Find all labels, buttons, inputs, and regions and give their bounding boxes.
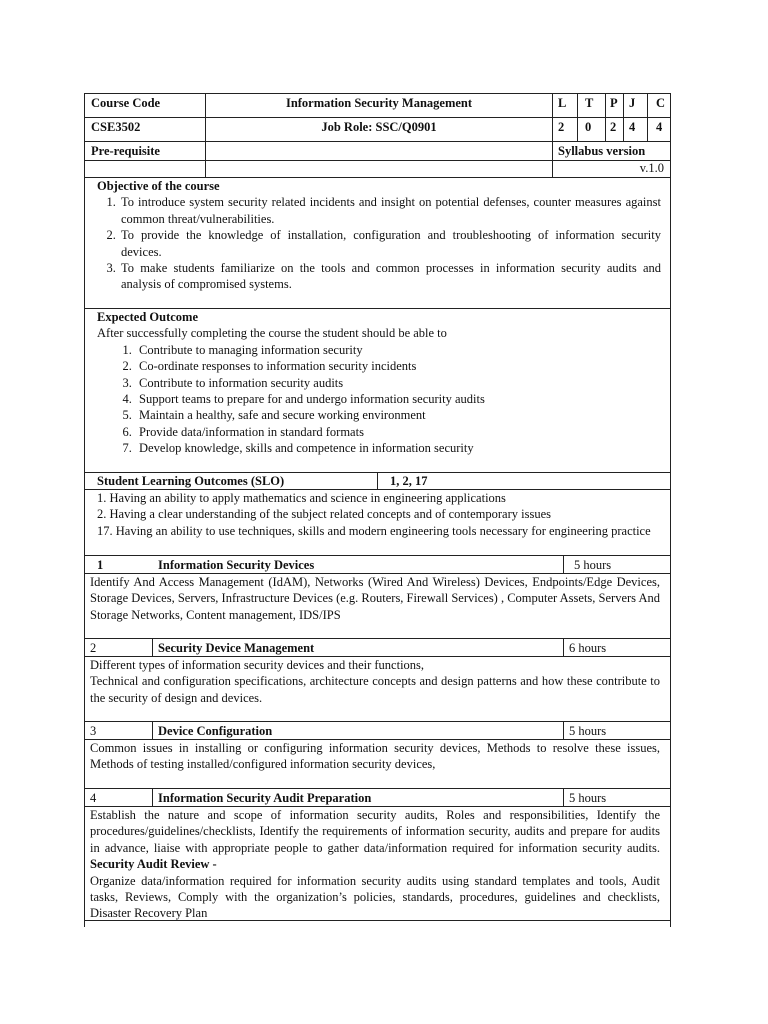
slo-list: [97, 490, 661, 539]
module-title: Information Security Devices: [158, 558, 315, 572]
slo-item: 1. Having an ability to apply mathematics and science in engineering applications: [97, 491, 506, 505]
module-number: 3: [90, 724, 97, 738]
module-hours: 5 hours: [569, 724, 607, 738]
outcome-list: [97, 342, 661, 457]
table-border: [84, 920, 671, 921]
table-border: [84, 141, 670, 142]
table-border: [563, 788, 564, 806]
slo-title: Student Learning Outcomes (SLO): [97, 474, 285, 488]
module-number: 4: [90, 791, 97, 805]
table-border: [670, 93, 671, 927]
module-content: [90, 807, 660, 922]
table-border: [605, 93, 606, 142]
prerequisite-label: Pre-requisite: [91, 144, 160, 158]
module-content-text: Organize data/information required for information security audits using standard templates and tools, Audit tasks, Reviews, Comply with the organization’s policies, standards, procedures, guidelines and checklists, Disaster Recovery Plan: [90, 873, 660, 921]
syllabus-version-label: Syllabus version: [558, 144, 646, 158]
table-border: [84, 93, 670, 94]
outcome-intro: After successfully completing the course the student should be able to: [97, 326, 447, 341]
outcome-item: 7. Develop knowledge, skills and competence in information security: [135, 440, 661, 456]
table-border: [623, 93, 624, 142]
ltpjc-value-j: 4: [629, 120, 636, 134]
ltpjc-label-p: P: [610, 96, 618, 110]
outcome-title: Expected Outcome: [97, 310, 199, 324]
section-divider: [84, 638, 670, 639]
outcome-item: 2. Co-ordinate responses to information security incidents: [135, 358, 661, 374]
module-content-text: Establish the nature and scope of information security audits, Roles and responsibilities, Identify the procedures/guidelines/checklists, Identify the requirements of information security, audits and prepare for audits in advance, liaise with appropriate people to gather data/information required for information security audits.: [90, 808, 660, 855]
ltpjc-value-c: 4: [656, 120, 663, 134]
objective-item: 3. To make students familiarize on the tools and common processes in information security audits and analysis of compromised systems.: [119, 260, 661, 293]
objective-list: [97, 194, 661, 292]
module-number: 2: [90, 641, 97, 655]
module-content: [90, 657, 660, 706]
section-divider: [84, 788, 670, 789]
course-code-label: Course Code: [91, 96, 161, 110]
table-border: [577, 93, 578, 142]
ltpjc-label-c: C: [656, 96, 666, 110]
module-content-line: Different types of information security devices and their functions,: [90, 658, 425, 672]
module-title: Security Device Management: [158, 641, 315, 655]
syllabus-version-value: v.1.0: [639, 161, 664, 175]
module-hours: 5 hours: [569, 791, 607, 805]
table-border: [84, 93, 85, 927]
ltpjc-value-l: 2: [558, 120, 565, 134]
objective-section: [97, 178, 661, 293]
module-title: Device Configuration: [158, 724, 273, 738]
slo-item: 17. Having an ability to use techniques, skills and modern engineering tools necessary for engineering practice: [97, 523, 651, 538]
module-title: Information Security Audit Preparation: [158, 791, 372, 805]
outcome-item: 4. Support teams to prepare for and undergo information security audits: [135, 391, 661, 407]
table-border: [647, 93, 648, 142]
outcome-item: 1. Contribute to managing information security: [135, 342, 661, 358]
ltpjc-label-l: L: [558, 96, 567, 110]
outcome-item: 3. Contribute to information security audits: [135, 375, 661, 391]
table-border: [552, 93, 553, 178]
ltpjc-value-p: 2: [610, 120, 617, 134]
module-subheading: Security Audit Review -: [90, 857, 217, 872]
course-code-value: CSE3502: [91, 120, 141, 134]
table-border: [563, 638, 564, 656]
table-border: [152, 788, 153, 806]
ltpjc-label-t: T: [585, 96, 594, 110]
slo-codes: 1, 2, 17: [390, 474, 428, 488]
outcome-item: 5. Maintain a healthy, safe and secure working environment: [135, 407, 661, 423]
objective-item: 2. To provide the knowledge of installation, configuration and troubleshooting of information security devices.: [119, 227, 661, 260]
table-border: [377, 472, 378, 489]
module-content: Identify And Access Management (IdAM), Networks (Wired And Wireless) Devices, Endpoints/Edge Devices, Storage Devices, Servers, Infrastructure Devices (e.g. Routers, Firewall Services) , Computer Assets, Servers And Storage Networks, Content management, IDS/IPS: [90, 575, 660, 622]
job-role: Job Role: SSC/Q0901: [321, 120, 437, 134]
table-border: [152, 638, 153, 656]
module-content-line: Technical and configuration specifications, architecture concepts and design patterns and how these contribute to the security of design and devices.: [90, 674, 660, 705]
table-border: [563, 721, 564, 739]
objective-item: 1. To introduce system security related incidents and insight on potential defenses, counter measures against common threat/vulnerabilities.: [119, 194, 661, 227]
table-border: [84, 160, 670, 161]
module-number: 1: [97, 558, 104, 572]
objective-title: Objective of the course: [97, 179, 220, 193]
module-content: Common issues in installing or configuring information security devices, Methods to resolve these issues, Methods of testing installed/configured information security devices,: [90, 741, 660, 772]
table-border: [84, 117, 670, 118]
module-hours: 6 hours: [569, 641, 607, 655]
ltpjc-label-j: J: [629, 96, 636, 110]
module-hours: 5 hours: [574, 558, 612, 572]
section-divider: [84, 555, 670, 556]
outcome-section: [97, 309, 661, 457]
slo-item: 2. Having a clear understanding of the subject related concepts and of contemporary issues: [97, 507, 552, 522]
section-divider: [84, 721, 670, 722]
outcome-item: 6. Provide data/information in standard formats: [135, 424, 661, 440]
table-border: [563, 555, 564, 573]
table-border: [152, 721, 153, 739]
course-title: Information Security Management: [285, 96, 473, 110]
ltpjc-value-t: 0: [585, 120, 592, 134]
